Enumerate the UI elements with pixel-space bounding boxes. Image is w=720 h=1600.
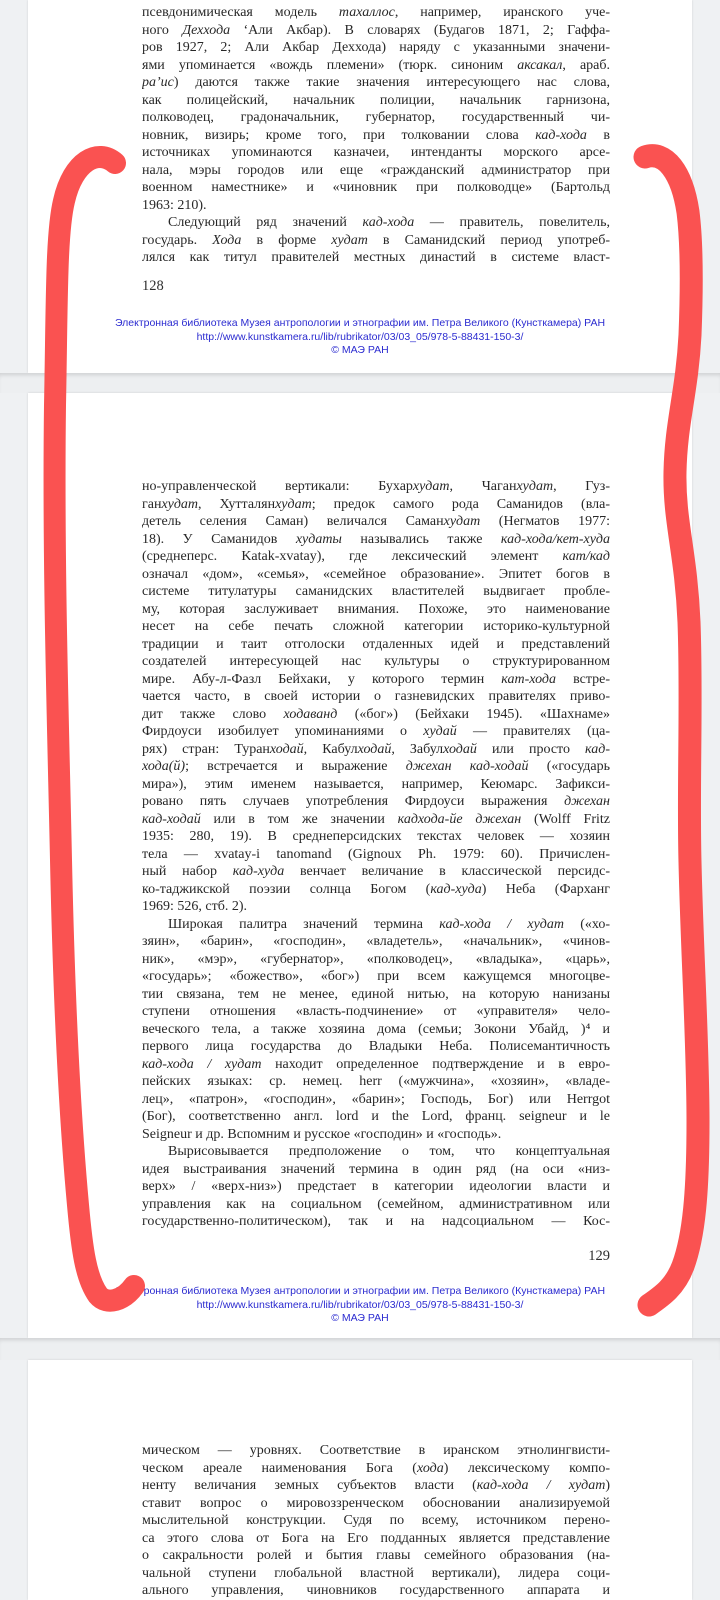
- text-line: как полицейский, начальник полиции, начальник гарнизона,: [142, 92, 610, 108]
- text-line: военном наместнике» и «чиновник при полководце» (Бартольд: [142, 180, 610, 195]
- text-line: тии связана, тем не менее, единой нитью, на которую нанизаны: [142, 986, 610, 1002]
- text-line: ального управления, чиновников государственного аппарата и: [142, 1583, 610, 1598]
- text-line: 1969: 526, стб. 2).: [142, 899, 248, 914]
- text-line: хода(й); встречается и выражение джехан кад-ходай («государь: [142, 759, 610, 774]
- text-line: первого лица государства до Владыки Неба. Полисемантичность: [142, 1039, 610, 1054]
- text-line: рях) стран: Туранходай, Кабулходай, Забулходай или просто кад-: [142, 741, 610, 757]
- text-line: создателей интересующей нас культуры о структурированном: [142, 654, 610, 669]
- footer-copyright: © МАЭ РАН: [331, 1312, 389, 1324]
- text-line: идея выстраивания значений термина в один ряд (на оси «низ-: [142, 1161, 610, 1177]
- text-line: ненту величания земных субъектов власти (кад-хода / худат): [142, 1478, 610, 1493]
- text-line: ставит вопрос о мировоззренческом обосновании анализируемой: [142, 1495, 610, 1511]
- footer-url-link[interactable]: http://www.kunstkamera.ru/lib/rubrikator/03/03_05/978-5-88431-150-3/: [196, 1298, 524, 1311]
- pdf-page-128: [28, 0, 692, 373]
- text-line: зяин», «барин», «господин», «владетель», «начальник», «чинов-: [142, 934, 610, 949]
- text-line: детель селения Саман) величался Саманхудат (Негматов 1977:: [142, 514, 610, 529]
- text-line: ями упоминается «вождь племени» (тюрк. синоним аксакал, араб.: [142, 57, 610, 73]
- text-line: Широкая палитра значений термина кад-хода / худат («хо-: [168, 916, 610, 932]
- text-line: означал «дом», «семья», «семейное образование». Эпитет богов в: [142, 566, 610, 582]
- text-line: дит также слово ходаванд («бог») (Бейхаки 1945). «Шахнаме»: [142, 706, 610, 722]
- text-line: Следующий ряд значений кад-хода — правитель, повелитель,: [168, 215, 610, 230]
- text-line: ступени отношения «власть-подчинение» от «управителя» чело-: [142, 1004, 610, 1019]
- text-line: лец», «патрон», «господин», «барин»; Господь, Бог) или Herrgot: [142, 1091, 610, 1107]
- text-line: управления как на социальном (семейном, административном или: [142, 1196, 610, 1212]
- text-line: государь. Хода в форме худат в Саманидский период употреб-: [142, 232, 610, 248]
- text-line: новник, визирь; кроме того, при толковании слова кад-хода в: [142, 127, 610, 143]
- text-line: системе титулатуры саманидских властителей выдвигает пробле-: [142, 584, 610, 599]
- text-line: мыслительной конструкции. Судя по всему, источником перено-: [142, 1513, 610, 1528]
- text-line: полководец, градоначальник, губернатор, государственный чи-: [142, 110, 610, 125]
- text-line: верх» / «верх-низ») предстает в категории идеологии власти и: [142, 1179, 610, 1194]
- text-line: ного Деххода ‘Али Акбар). В словарях (Будагов 1871, 2; Гаффа-: [142, 22, 610, 38]
- page-separator: [0, 1338, 720, 1360]
- text-line: но-управленческой вертикали: Бухархудат, Чаганхудат, Гуз-: [142, 479, 610, 494]
- pdf-page-129: [28, 393, 692, 1338]
- footer-library-line: Электронная библиотека Музея антропологии и этнографии им. Петра Великого (Кунсткамера) РАН: [114, 317, 606, 329]
- text-line: веческого тела, а также хозяина дома (семьи; Зокони Убайд, )⁴ и: [142, 1021, 610, 1037]
- pdf-page-130: [28, 1360, 692, 1600]
- page-footer: [28, 317, 692, 358]
- text-line: му, которая заслуживает внимания. Похоже, это наименование: [142, 601, 610, 617]
- text-line: ник», «мэр», «губернатор», «полководец», «владыка», «царь»,: [142, 951, 610, 967]
- text-line: ганхудат, Хутталянхудат; предок самого рода Саманидов (вла-: [142, 496, 610, 512]
- text-line: ко-таджикской поэзии солнца Богом (кад-худа) Неба (Фарханг: [142, 881, 610, 897]
- text-line: мире. Абу-л-Фазл Бейхаки, у которого термин кат-хода встре-: [142, 671, 610, 687]
- text-line: «государь»; «божество», «бог») при всем кажущемся многоцве-: [142, 969, 610, 984]
- text-line: тела — xvatay-i tanomand (Gignoux Ph. 1979: 60). Причислен-: [142, 846, 610, 862]
- text-line: (Бог), соответственно англ. lord и the Lord, франц. seigneur и le: [142, 1109, 610, 1124]
- footer-library-line: Электронная библиотека Музея антропологии и этнографии им. Петра Великого (Кунсткамера) РАН: [114, 1285, 606, 1297]
- text-line: лялся как титул правителей местных династий в системе власт-: [142, 250, 610, 265]
- text-line: Вырисовывается предположение о том, что концептуальная: [168, 1144, 610, 1159]
- text-line: пейских языках: ср. немец. herr («мужчина», «хозяин», «владе-: [142, 1074, 610, 1089]
- page-130-text-column: [142, 1442, 610, 1600]
- text-line: Фирдоуси изобилует упоминаниями о худай — правителях (ца-: [142, 724, 610, 739]
- footer-copyright: © МАЭ РАН: [331, 344, 389, 356]
- text-line: (среднеперс. Katak-xvatay), где лексический элемент кат/кад: [142, 549, 610, 564]
- text-line: ческом ареале наименования Бога (хода) лексическому компо-: [142, 1460, 610, 1476]
- text-line: ра’ис) даются также такие значения интересующего нас слова,: [142, 75, 610, 90]
- text-line: са этого слова от Бога на Его подданных является представление: [142, 1530, 610, 1546]
- text-line: чальной ступени глобальной властной вертикали), лидера соци-: [142, 1565, 610, 1581]
- text-line: Seigneur и др. Вспомним и русское «господин» и «господь».: [142, 1126, 502, 1142]
- text-line: 18). У Саманидов худаты назывались также кад-хода/кет-худа: [142, 531, 610, 547]
- text-line: государственно-политическом), так и на надсоциальном — Кос-: [142, 1214, 610, 1229]
- text-line: псевдонимическая модель тахаллос, например, иранского уче-: [142, 5, 610, 20]
- page-footer: [28, 1285, 692, 1326]
- text-line: мира»), этим именем называется, например, Кеюмарс. Зафикси-: [142, 776, 610, 792]
- text-line: ный набор кад-худа венчает величание в классической персидс-: [142, 864, 610, 879]
- text-line: кад-хода / худат находит определенное подтверждение и в евро-: [142, 1056, 610, 1072]
- text-line: несет на себе печать сложной категории историко-культурной: [142, 619, 610, 634]
- text-line: нала, мэры городов или еще «гражданский администратор при: [142, 162, 610, 178]
- page-number: 128: [142, 278, 164, 294]
- text-line: 1963: 210).: [142, 197, 207, 213]
- text-line: 1935: 280, 19). В среднеперсидских текстах человек — хозяин: [142, 829, 610, 844]
- text-line: мическом — уровнях. Соответствие в иранском этнолингвисти-: [142, 1443, 610, 1458]
- page-number: 129: [588, 1248, 610, 1264]
- text-line: о сакральности ролей и бытия главы семейного образования (на-: [142, 1548, 610, 1563]
- page-128-text-column: [142, 4, 610, 267]
- text-line: кад-ходай или в том же значении кадхода-йе джехан (Wolff Fritz: [142, 811, 610, 827]
- footer-url-link[interactable]: http://www.kunstkamera.ru/lib/rubrikator/03/03_05/978-5-88431-150-3/: [196, 330, 524, 343]
- text-line: источниках упоминаются казначеи, интенданты морского арсе-: [142, 145, 610, 160]
- page-129-text-column: [142, 478, 610, 1231]
- text-line: традиции и таит отголоски отдаленных идей и представлений: [142, 636, 610, 652]
- text-line: чается часто, в своей истории о газневидских правителях приво-: [142, 689, 610, 704]
- page-separator: [0, 373, 720, 393]
- text-line: ровано пять случаев употребления Фирдоуси выражения джехан: [142, 794, 610, 809]
- text-line: ров 1927, 2; Али Акбар Деххода) наряду с указанными значени-: [142, 40, 610, 55]
